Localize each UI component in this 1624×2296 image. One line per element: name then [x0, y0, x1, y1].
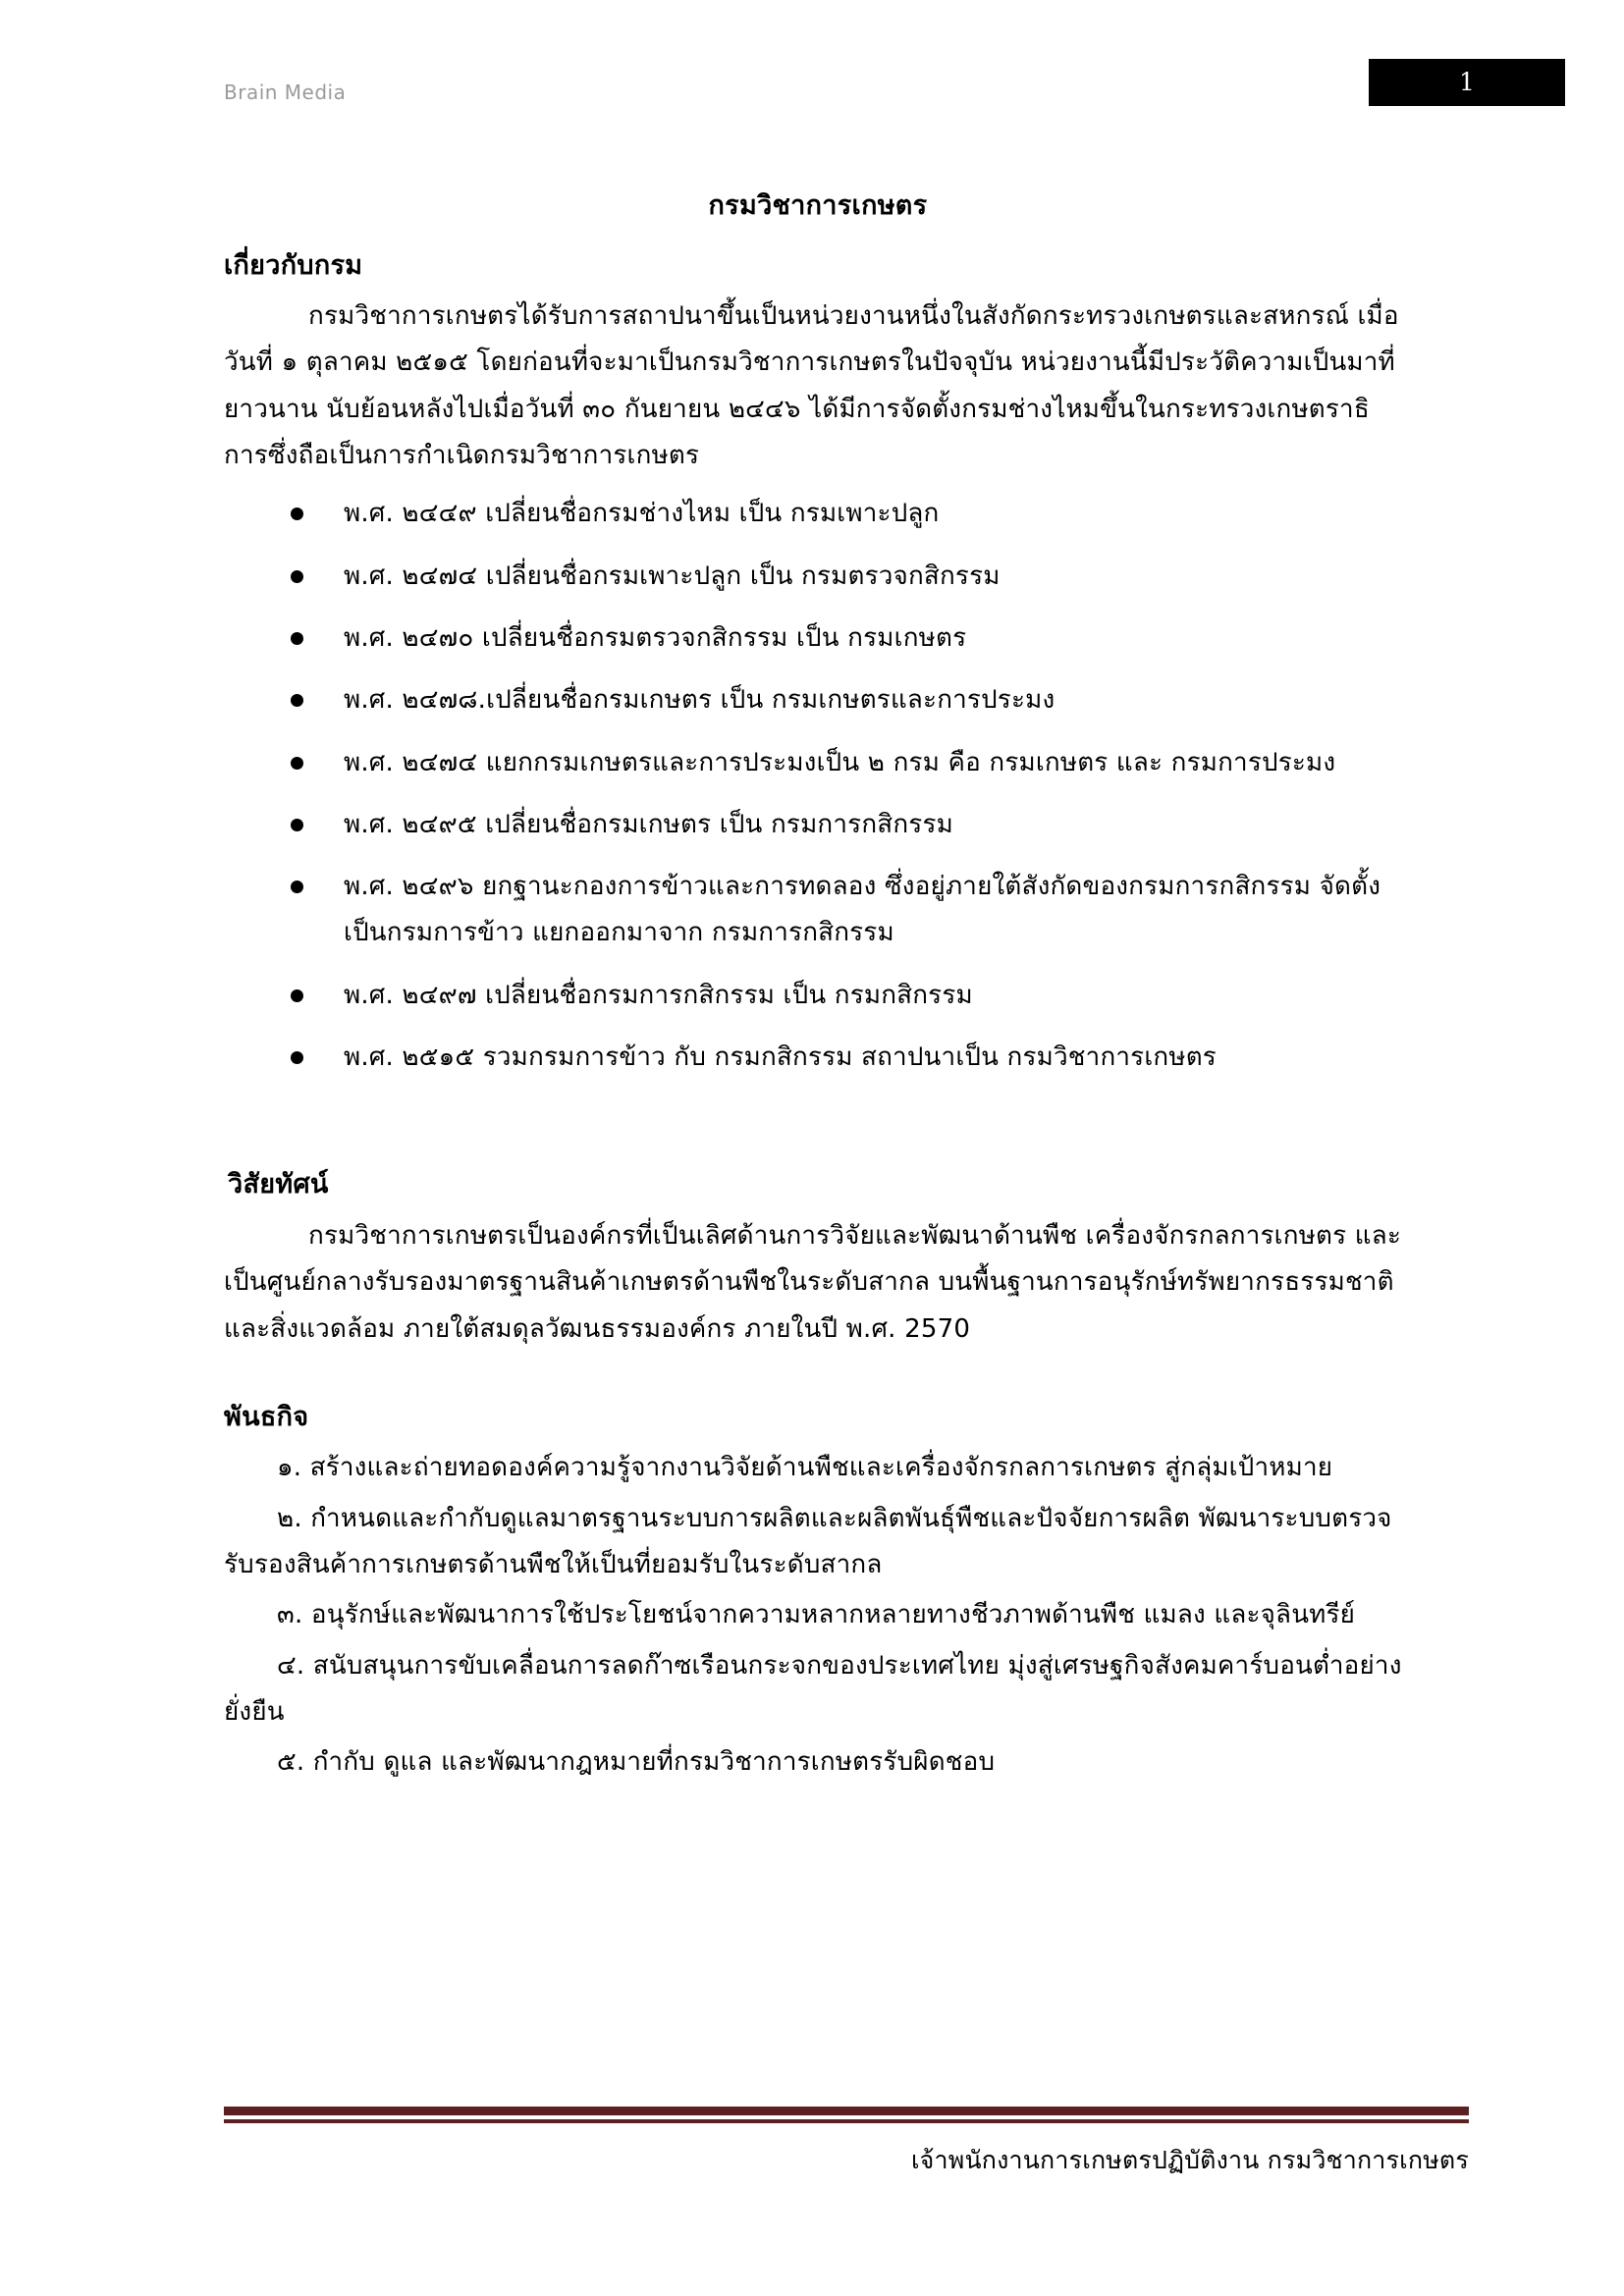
list-item [224, 491, 1412, 537]
list-item [224, 554, 1412, 600]
bullet-dot-icon [291, 507, 303, 520]
list-item-label: พ.ศ. ๒๔๗๔ เปลี่ยนชื่อกรมเพาะปลูก เป็น กรมตรวจกสิกรรม [344, 561, 1001, 591]
bullet-dot-icon [291, 1051, 303, 1064]
list-item: ๔. สนับสนุนการขับเคลื่อนการลดก๊าซเรือนกระจกของประเทศไทย มุ่งสู่เศรษฐกิจสังคมคาร์บอนต่ำอย่างยั่งยืน [224, 1650, 1402, 1727]
about-paragraph: กรมวิชาการเกษตรได้รับการสถาปนาขึ้นเป็นหน่วยงานหนึ่งในสังกัดกระทรวงเกษตรและสหกรณ์ เมื่อวันที่ ๑ ตุลาคม ๒๕๑๕ โดยก่อนที่จะมาเป็นกรมวิชาการเกษตรในปัจจุบัน หน่วยงานนี้มีประวัติความเป็นมาที่ยาวนาน นับย้อนหลังไปเมื่อวันที่ ๓๐ กันยายน ๒๔๔๖ ได้มีการจัดตั้งกรมช่างไหมขึ้นในกระทรวงเกษตราธิการซึ่งถือเป็นการกำเนิดกรมวิชาการเกษตร [224, 301, 1399, 470]
list-item-label: พ.ศ. ๒๔๙๕ เปลี่ยนชื่อกรมเกษตร เป็น กรมการกสิกรรม [344, 809, 953, 839]
list-item-label: พ.ศ. ๒๔๗๔ แยกกรมเกษตรและการประมงเป็น ๒ กรม คือ กรมเกษตร และ กรมการประมง [344, 747, 1336, 777]
list-item [224, 802, 1412, 848]
list-item-label: พ.ศ. ๒๔๙๗ เปลี่ยนชื่อกรมการกสิกรรม เป็น กรมกสิกรรม [344, 980, 973, 1010]
list-item: ๓. อนุรักษ์และพัฒนาการใช้ประโยชน์จากความหลากหลายทางชีวภาพด้านพืช แมลง และจุลินทรีย์ [277, 1600, 1356, 1630]
section-heading-mission: พันธกิจ [224, 1401, 309, 1432]
vision-paragraph: กรมวิชาการเกษตรเป็นองค์กรที่เป็นเลิศด้านการวิจัยและพัฒนาด้านพืช เครื่องจักรกลการเกษตร และเป็นศูนย์กลางรับรองมาตรฐานสินค้าเกษตรด้านพืชในระดับสากล บนพื้นฐานการอนุรักษ์ทรัพยากรธรรมชาติและสิ่งแวดล้อม ภายใต้สมดุลวัฒนธรรมองค์กร ภายในปี พ.ศ. 2570 [224, 1220, 1402, 1344]
bullet-dot-icon [291, 881, 303, 893]
list-item-label: พ.ศ. ๒๔๗๘.เปลี่ยนชื่อกรมเกษตร เป็น กรมเกษตรและการประมง [344, 685, 1056, 716]
page-title: กรมวิชาการเกษตร [708, 190, 928, 221]
section-spacer [224, 1096, 1412, 1165]
page-footer [224, 2107, 1469, 2180]
bullet-dot-icon [291, 570, 303, 583]
mission-list [224, 1445, 1412, 1786]
section-heading-about: เกี่ยวกับกรม [224, 249, 363, 281]
bullet-dot-icon [291, 694, 303, 707]
footer-label: เจ้าพนักงานการเกษตรปฏิบัติงาน กรมวิชาการเกษตร [910, 2146, 1469, 2174]
list-item: ๕. กำกับ ดูแล และพัฒนากฎหมายที่กรมวิชาการเกษตรรับผิดชอบ [277, 1747, 996, 1778]
list-item [224, 740, 1412, 786]
list-item-label: พ.ศ. ๒๔๗๐ เปลี่ยนชื่อกรมตรวจกสิกรรม เป็น กรมเกษตร [344, 622, 967, 653]
list-item-label: พ.ศ. ๒๔๙๖ ยกฐานะกองการข้าวและการทดลอง ซึ่งอยู่ภายใต้สังกัดของกรมการกสิกรรม จัดตั้งเป็นกรมการข้าว แยกออกมาจาก กรมการกสิกรรม [344, 872, 1381, 948]
section-heading-vision: วิสัยทัศน์ [228, 1169, 329, 1201]
list-item-label: พ.ศ. ๒๔๔๙ เปลี่ยนชื่อกรมช่างไหม เป็น กรมเพาะปลูก [344, 499, 940, 529]
list-item [224, 973, 1412, 1019]
list-item: ๒. กำหนดและกำกับดูแลมาตรฐานระบบการผลิตและผลิตพันธุ์พืชและปัจจัยการผลิต พัฒนาระบบตรวจรับรองสินค้าการเกษตรด้านพืชให้เป็นที่ยอมรับในระดับสากล [224, 1503, 1392, 1579]
list-item-label: พ.ศ. ๒๕๑๕ รวมกรมการข้าว กับ กรมกสิกรรม สถาปนาเป็น กรมวิชาการเกษตร [344, 1042, 1217, 1073]
section-spacer [224, 1353, 1412, 1398]
document-content [224, 187, 1412, 1790]
bullet-dot-icon [291, 819, 303, 831]
page-header [0, 68, 1624, 139]
list-item [224, 864, 1412, 957]
list-item [224, 1035, 1412, 1081]
list-item: ๑. สร้างและถ่ายทอดองค์ความรู้จากงานวิจัยด้านพืชและเครื่องจักรกลการเกษตร สู่กลุ่มเป้าหมาย [277, 1453, 1333, 1483]
bullet-dot-icon [291, 989, 303, 1002]
watermark-label: Brain Media [224, 80, 347, 104]
page-number-badge: 1 [1369, 59, 1565, 106]
timeline-bullet-list [224, 491, 1412, 1081]
bullet-dot-icon [291, 632, 303, 645]
bullet-dot-icon [291, 757, 303, 770]
footer-rule-thin [224, 2119, 1469, 2123]
footer-rule-thick [224, 2107, 1469, 2115]
list-item [224, 677, 1412, 723]
list-item [224, 615, 1412, 662]
